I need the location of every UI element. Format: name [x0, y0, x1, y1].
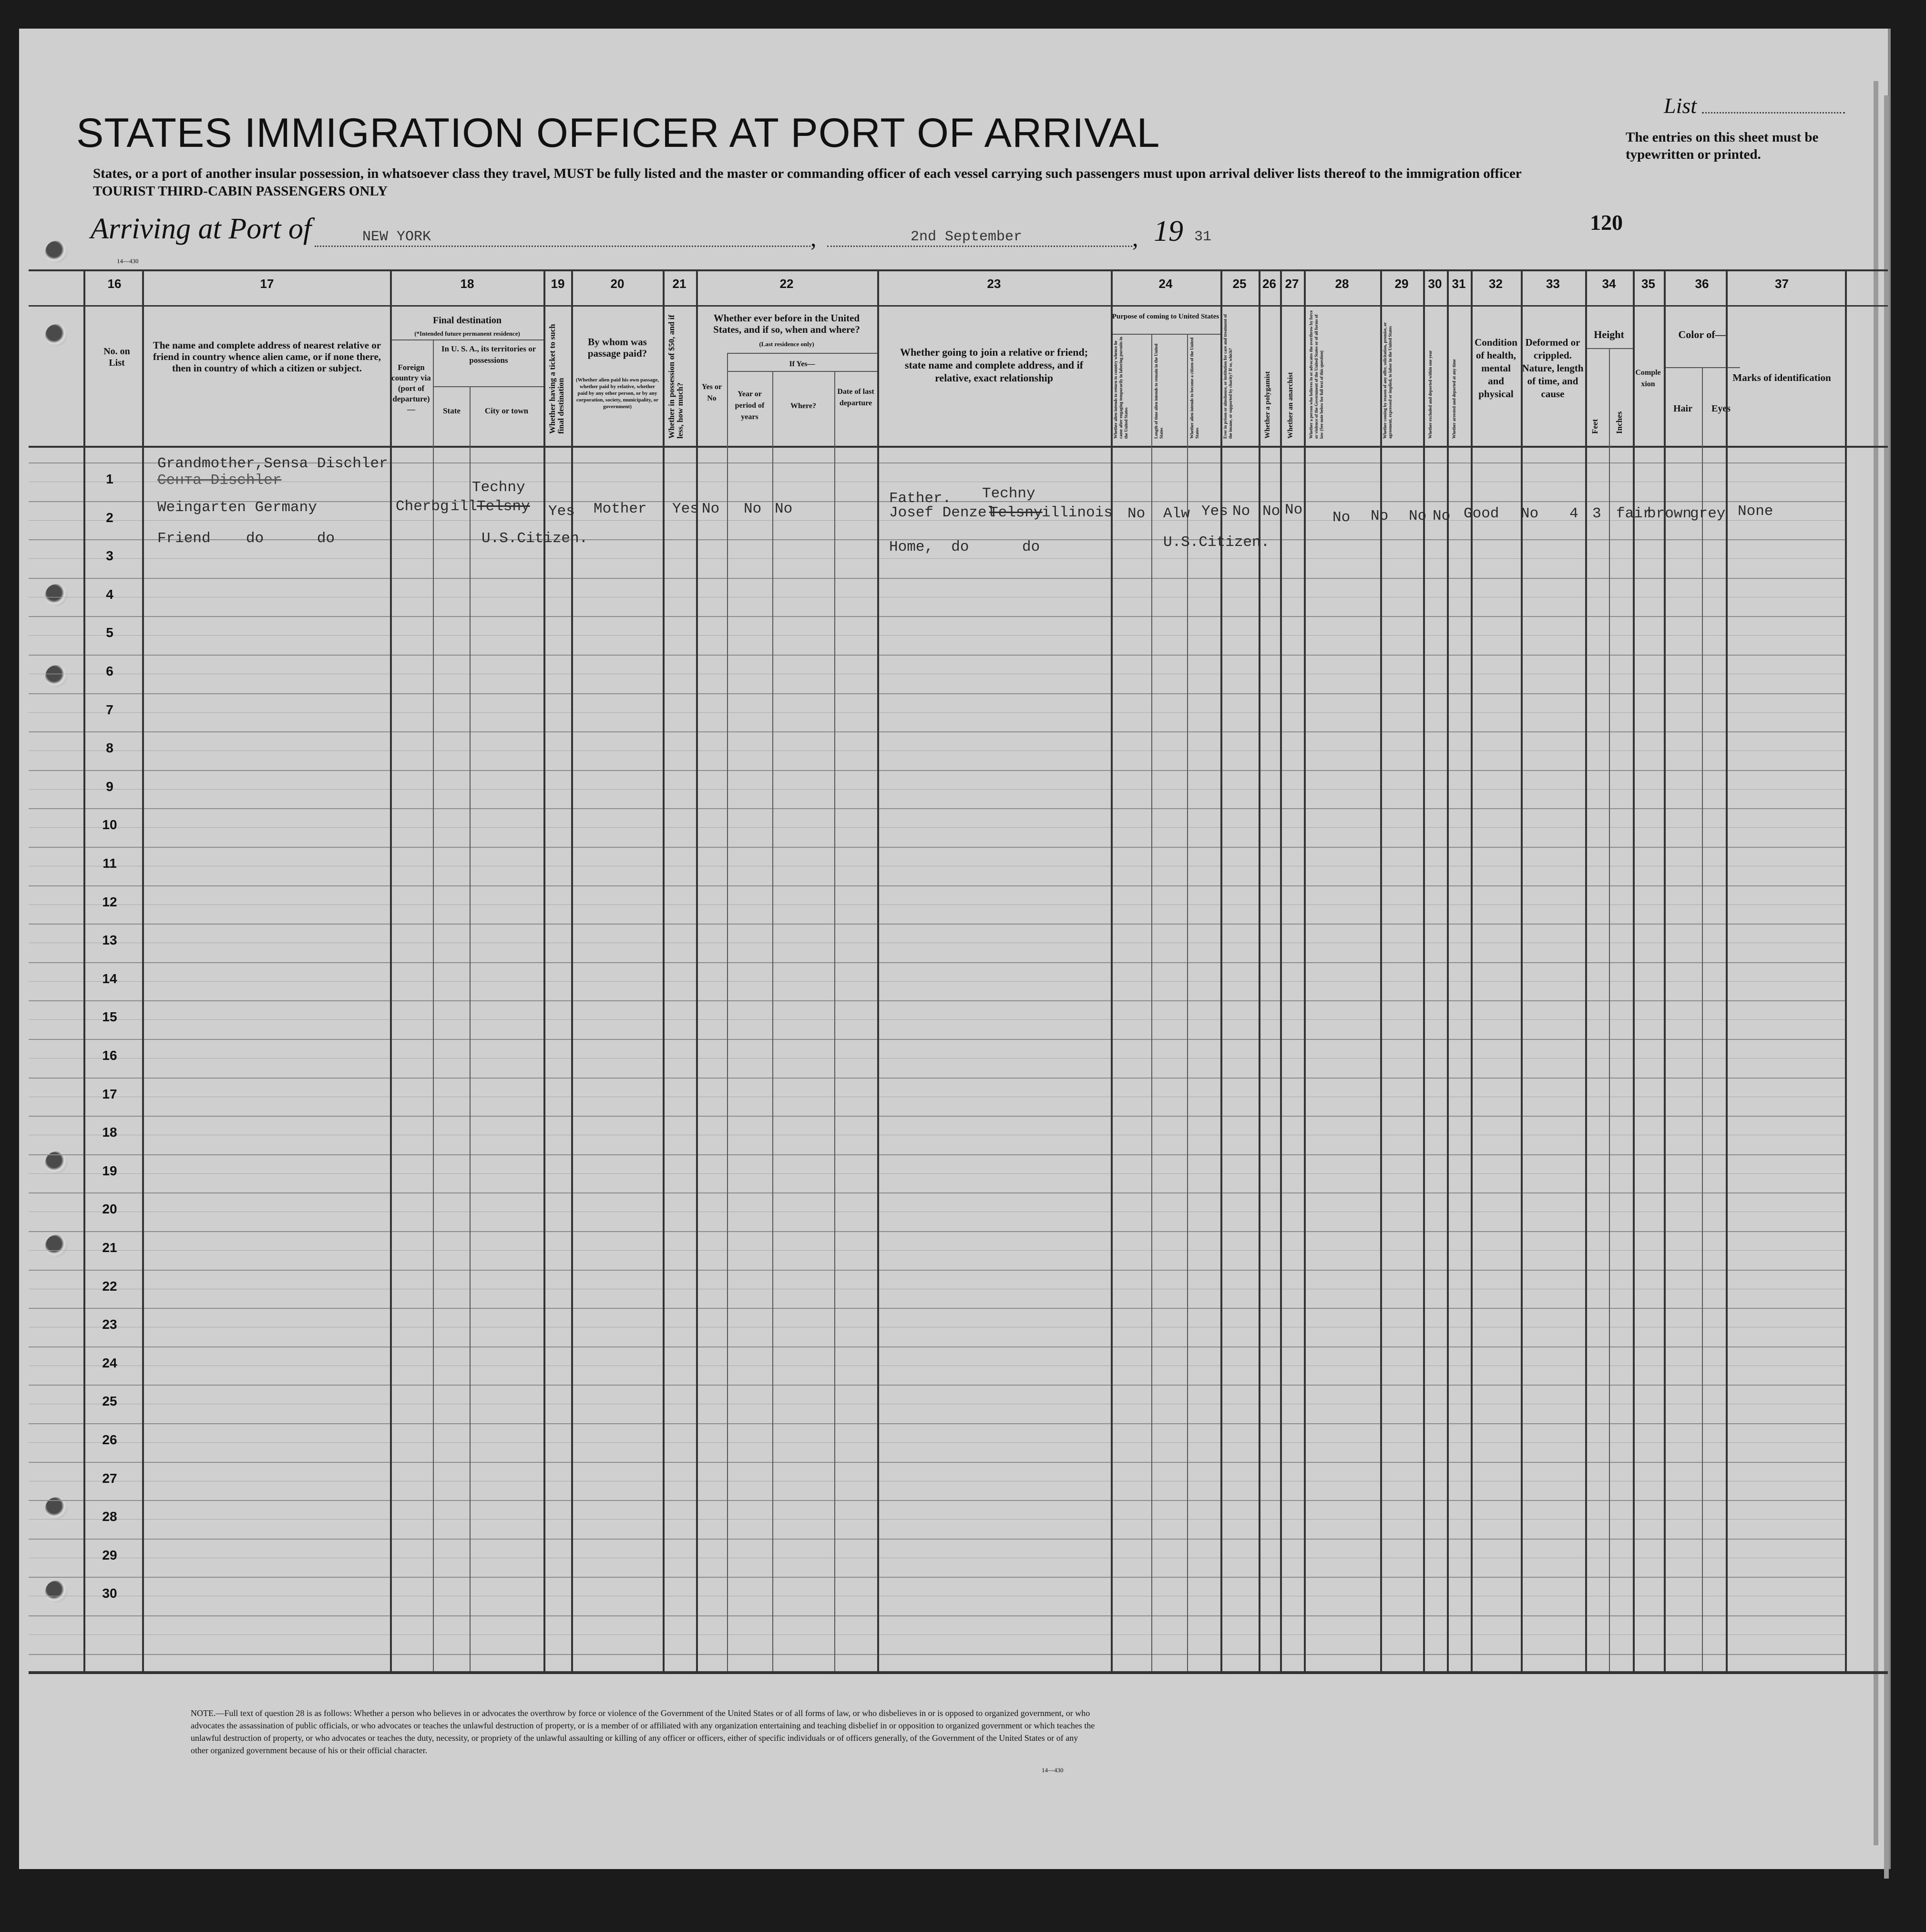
row-line: [29, 731, 1845, 732]
col-22-note: (Last residence only): [759, 340, 814, 348]
row-line: [29, 616, 1845, 617]
col-25-header: Ever in prison or almshouse, or institution for care and treatment of the insane, or supported by charity? If so, which?: [1223, 314, 1233, 439]
row-number: 28: [102, 1509, 117, 1524]
col-24a-header: Whether alien intends to return to country whence he came after engaging temporarily in laboring pursuits in the United States: [1113, 337, 1128, 439]
r2-destination: U.S.Citizen.: [482, 530, 588, 547]
col-number-25: 25: [1232, 277, 1247, 291]
r1-before-where: No: [775, 501, 793, 517]
r1-ticket: Yes: [548, 503, 575, 520]
r1-join-line1: Father.: [889, 490, 952, 507]
row-subline: [29, 635, 1845, 636]
col-number-24: 24: [1158, 277, 1173, 291]
col-22-subrule: [727, 353, 877, 354]
row-line: [29, 1346, 1845, 1347]
col-divider: [1423, 269, 1425, 1671]
row-line: [29, 808, 1845, 809]
col-33-header: Deformed or crippled. Nature, length of time, and cause: [1522, 337, 1584, 400]
col-number-23: 23: [987, 277, 1001, 291]
page-subtitle: States, or a port of another insular possession, in whatsoever class they travel, MUST be fully listed and the master or commanding officer of each vessel carrying such passengers must upon arrival deliver lists thereof to the immigration officer: [93, 166, 1522, 181]
table-top-rule: [29, 269, 1888, 271]
comma: ,: [810, 225, 817, 251]
arriving-label: Arriving at Port of: [91, 213, 312, 245]
col-divider: [1471, 269, 1473, 1671]
row-number: 5: [106, 625, 113, 640]
col-22-ifyes-rule: [727, 371, 877, 372]
row-number: 19: [102, 1163, 117, 1178]
col-number-20: 20: [610, 277, 625, 291]
table-bottom-rule: [29, 1671, 1888, 1674]
r1-q29: No: [1371, 508, 1389, 524]
row-line: [29, 1577, 1845, 1578]
col-18-foreign: Foreign country via (port of departure)—: [391, 363, 431, 414]
r1-foreign-port: Cherbg: [396, 498, 449, 515]
col-22-years: Year or period of years: [735, 390, 765, 421]
row-number: 23: [102, 1317, 117, 1332]
col-20-title: By whom was passage paid?: [587, 336, 647, 359]
col-divider: [1447, 269, 1449, 1671]
row-line: [29, 1154, 1845, 1155]
row-number: 4: [106, 587, 113, 602]
col-divider: [543, 269, 545, 1671]
page-edge: [1874, 81, 1878, 1845]
row-number: 30: [102, 1586, 117, 1601]
row-number: 13: [102, 933, 117, 947]
col-divider: [1111, 269, 1113, 1671]
row-subline: [29, 1019, 1845, 1020]
r1-return: No: [1127, 505, 1146, 522]
col-divider: [1845, 269, 1847, 1671]
r1-eyes: grey: [1690, 505, 1726, 522]
col-divider: [1151, 334, 1152, 1671]
col-divider: [727, 353, 728, 1671]
col-divider: [1220, 269, 1222, 1671]
page-edge: [1884, 95, 1889, 1879]
col-divider: [1521, 269, 1523, 1671]
col-22-date: Date of last departure: [837, 388, 874, 407]
col-18-usa-rule: [434, 386, 543, 387]
row-subline: [29, 1250, 1845, 1251]
r1-paid-by: Mother: [594, 501, 647, 517]
row-subline: [29, 1634, 1845, 1635]
row-line: [29, 693, 1845, 694]
binder-hole: [45, 665, 67, 687]
col-divider: [390, 269, 392, 1671]
col-number-27: 27: [1285, 277, 1299, 291]
sheet-number: 120: [1590, 210, 1623, 235]
comma: ,: [1132, 225, 1138, 251]
row-number: 17: [102, 1087, 117, 1101]
col-divider: [1259, 269, 1260, 1671]
col-16-header: No. on List: [103, 346, 130, 368]
r1-feet: 4: [1569, 505, 1578, 522]
col-divider: [834, 371, 835, 1671]
row-number: 12: [102, 894, 117, 909]
row-number: 21: [102, 1240, 117, 1255]
row-number: 11: [102, 856, 117, 871]
header-number-rule: [29, 305, 1888, 307]
r1-hair: brown: [1647, 505, 1692, 522]
col-18-usa: In U. S. A., its territories or possessions: [441, 344, 536, 365]
r1-health: Good: [1464, 505, 1499, 522]
typewritten-notice: The entries on this sheet must be typewritten or printed.: [1626, 130, 1819, 162]
row-number: 6: [106, 664, 113, 678]
col-36-title: Color of—: [1678, 329, 1726, 340]
manifest-sheet: [19, 29, 1891, 1869]
col-36-eyes: Eyes: [1711, 403, 1731, 414]
row-line: [29, 1385, 1845, 1386]
r1-city-struck: Telsny: [477, 498, 530, 515]
row-line: [29, 1270, 1845, 1271]
r1-state: ill: [451, 498, 477, 515]
row-line: [29, 1308, 1845, 1309]
footer-note: NOTE.—Full text of question 28 is as follows: Whether a person who believes in or advocates the overthrow by force or violence of the Government of the United States or of all forms of law, or who disbelieves in or is opposed to organized government, or who advocates the assassination of public officials, or who advocates or teaches the unlawful destruction of property, or is a member of or affiliated with any organization entertaining and teaching disbelief in or opposition to organized government or which teaches the unlawful destruction of property, or who advocates or teaches the duty, necessity, or propriety of the unlawful assaulting or killing of any officer or officers, either of specific individuals or of officers generally, of the Government of the United States or of any other organized government because of his or their official character.: [191, 1708, 1095, 1755]
col-34-title: Height: [1594, 329, 1624, 340]
col-divider: [1633, 269, 1635, 1671]
col-32-header: Condition of health, mental and physical: [1475, 337, 1517, 400]
col-29-header: Whether coming by reason of any offer, solicitation, promise, or agreement, expressed or implied, to labor in the United States: [1383, 322, 1393, 439]
col-23-header: Whether going to join a relative or friend; state name and complete address, and if relative, exact relationship: [900, 346, 1088, 384]
r1-complexion: fair: [1616, 505, 1652, 522]
row-line: [29, 962, 1845, 963]
col-divider: [1609, 348, 1610, 1671]
binder-hole: [45, 1581, 67, 1603]
col-35-header: Complexion: [1635, 369, 1661, 388]
binder-hole: [45, 1235, 67, 1257]
r1-prison: No: [1232, 503, 1250, 520]
r1-relative-line1: Grandmother,Sensa Dischler: [157, 455, 388, 472]
row-number: 7: [106, 702, 113, 717]
port-line: [315, 246, 810, 247]
row-number: 24: [102, 1356, 117, 1370]
col-number-35: 35: [1641, 277, 1655, 291]
date-value: 2nd September: [911, 229, 1023, 245]
row-line: [29, 1654, 1845, 1655]
binder-hole: [45, 584, 67, 606]
col-number-36: 36: [1695, 277, 1709, 291]
r1-before-yesno: No: [702, 501, 720, 517]
row-line: [29, 1615, 1845, 1616]
row-number: 8: [106, 740, 113, 755]
row-number: 27: [102, 1471, 117, 1486]
row-subline: [29, 712, 1845, 713]
row-subline: [29, 558, 1845, 559]
col-22-where: Where?: [790, 402, 816, 410]
binder-hole: [45, 241, 67, 263]
row-line: [29, 847, 1845, 848]
form-code: 14—430: [117, 257, 139, 265]
col-24b-header: Length of time alien intends to remain in the United States: [1154, 343, 1164, 439]
r1-inches: 3: [1592, 505, 1601, 522]
col-18-title: Final destination: [433, 315, 502, 326]
r1-polygamist: No: [1262, 503, 1281, 520]
col-number-18: 18: [460, 277, 474, 291]
r1-length: Alw: [1163, 505, 1190, 522]
col-number-30: 30: [1428, 277, 1442, 291]
r2-join: Home, do do: [889, 539, 1040, 555]
col-17-header: The name and complete address of nearest relative or friend in country whence alien came, or if none there, then in country of which a citizen or subject.: [153, 339, 381, 374]
year-prefix: 19: [1154, 215, 1183, 247]
col-number-21: 21: [672, 277, 686, 291]
r1-join-city-top: Techny: [982, 485, 1035, 502]
col-divider: [470, 386, 471, 1671]
col-24-title: Purpose of coming to United States: [1112, 313, 1219, 320]
col-divider: [1585, 269, 1587, 1671]
col-divider: [1726, 269, 1728, 1671]
col-divider: [1702, 367, 1703, 1671]
col-31-header: Whether arrested and deported at any time: [1452, 359, 1456, 439]
col-37-header: Marks of identification: [1732, 372, 1831, 383]
col-24-subrule: [1111, 334, 1220, 335]
row-line: [29, 1116, 1845, 1117]
col-number-29: 29: [1394, 277, 1409, 291]
page-title: STATES IMMIGRATION OFFICER AT PORT OF ARRIVAL: [76, 110, 1160, 156]
row-line: [29, 885, 1845, 886]
row-number: 18: [102, 1125, 117, 1140]
row-number: 14: [102, 971, 117, 986]
row-number: 1: [106, 472, 113, 486]
col-21-header: Whether in possession of $50, and if less, how much?: [667, 315, 685, 439]
col-divider: [571, 269, 573, 1671]
row-subline: [29, 981, 1845, 982]
row-number: 26: [102, 1432, 117, 1447]
col-number-31: 31: [1452, 277, 1466, 291]
date-line: [827, 246, 1132, 247]
col-divider: [1380, 269, 1382, 1671]
col-22-ifyes: If Yes—: [789, 360, 815, 368]
col-18-state: State: [443, 406, 461, 415]
r1-before-years: No: [744, 501, 762, 517]
col-20-note: (Whether alien paid his own passage, whether paid by relative, whether paid by any other person, or by any corporation, society, municipality, or government): [576, 377, 659, 410]
r1-city-top: Techny: [472, 479, 525, 496]
r1-join-line2a: Josef Denzel: [889, 504, 996, 521]
r2-relative: Friend do do: [157, 530, 335, 547]
col-divider: [142, 269, 144, 1671]
r2-citizen: U.S.Citizen.: [1163, 534, 1270, 551]
col-number-34: 34: [1602, 277, 1616, 291]
col-divider: [772, 371, 773, 1671]
col-number-22: 22: [779, 277, 794, 291]
row-subline: [29, 827, 1845, 828]
row-number: 22: [102, 1279, 117, 1294]
row-subline: [29, 1173, 1845, 1174]
row-line: [29, 1500, 1845, 1501]
col-19-header: Whether having a ticket to such final destination: [548, 324, 565, 434]
r1-join-struck: Telsny: [989, 504, 1043, 521]
row-line: [29, 655, 1845, 656]
row-line: [29, 1000, 1845, 1001]
row-number: 25: [102, 1394, 117, 1408]
col-30-header: Whether excluded and deported within one year: [1428, 350, 1433, 439]
col-number-37: 37: [1775, 277, 1789, 291]
list-label: List: [1664, 93, 1697, 118]
col-28-header: Whether a person who believes in or advocates the overthrow by force or violence of the Government of the United States or of all forms of law (See note below for full text of this question): [1309, 310, 1324, 439]
r1-q28: No: [1332, 509, 1351, 526]
col-number-33: 33: [1546, 277, 1560, 291]
row-line: [29, 1539, 1845, 1540]
row-line: [29, 1039, 1845, 1040]
col-divider: [1304, 269, 1306, 1671]
col-18-city: City or town: [484, 406, 529, 415]
row-line: [29, 1231, 1845, 1232]
row-line: [29, 1423, 1845, 1424]
col-18-subrule: [391, 339, 543, 340]
row-subline: [29, 1519, 1845, 1520]
col-divider: [877, 269, 879, 1671]
class-line: TOURIST THIRD-CABIN PASSENGERS ONLY: [93, 184, 388, 199]
row-subline: [29, 1442, 1845, 1443]
row-subline: [29, 904, 1845, 905]
row-line: [29, 578, 1845, 579]
row-line: [29, 1078, 1845, 1079]
col-number-19: 19: [551, 277, 565, 291]
footer-form-code: 14—430: [1042, 1767, 1064, 1774]
r1-q31: No: [1433, 508, 1451, 524]
col-divider: [1664, 269, 1666, 1671]
row-number: 2: [106, 510, 113, 525]
port-value: NEW YORK: [362, 229, 431, 245]
r1-anarchist: No: [1285, 502, 1303, 518]
row-subline: [29, 789, 1845, 790]
list-number-line: [1702, 112, 1845, 113]
row-number: 20: [102, 1202, 117, 1216]
row-number: 16: [102, 1048, 117, 1063]
row-line: [29, 1192, 1845, 1193]
col-18-note: (*Intended future permanent residence): [414, 330, 520, 337]
row-number: 3: [106, 548, 113, 563]
r1-deformed: No: [1521, 505, 1539, 522]
col-number-26: 26: [1262, 277, 1276, 291]
col-22-title: Whether ever before in the United States, and if so, when and where?: [713, 312, 860, 335]
col-divider: [696, 269, 698, 1671]
col-number-32: 32: [1489, 277, 1503, 291]
row-number: 9: [106, 779, 113, 794]
col-divider: [1280, 269, 1282, 1671]
row-number: 29: [102, 1548, 117, 1562]
col-divider: [663, 269, 665, 1671]
col-34-inches: Inches: [1615, 411, 1624, 434]
col-number-16: 16: [107, 277, 122, 291]
col-22-yesno: Yes or No: [701, 383, 722, 402]
row-number: 10: [102, 817, 117, 832]
col-36-hair: Hair: [1673, 403, 1692, 414]
col-27-header: Whether an anarchist: [1287, 372, 1294, 439]
row-number: 15: [102, 1009, 117, 1024]
col-26-header: Whether a polygamist: [1264, 371, 1271, 439]
r1-marks: None: [1738, 503, 1773, 520]
r1-join-line2b: illinois: [1042, 504, 1113, 521]
r1-q30: No: [1409, 508, 1427, 524]
row-line: [29, 770, 1845, 771]
binder-hole: [45, 324, 67, 346]
col-divider: [433, 339, 434, 1671]
col-24c-header: Whether alien intends to become a citizen of the United States: [1189, 337, 1199, 439]
row-line: [29, 1462, 1845, 1463]
r1-citizen: Yes: [1201, 503, 1228, 520]
col-number-28: 28: [1335, 277, 1349, 291]
row-line: [29, 924, 1845, 925]
r1-relative-struck: Cента Dischler: [157, 472, 282, 489]
col-34-feet: Feet: [1590, 419, 1599, 434]
r1-fifty: Yes: [672, 501, 699, 517]
col-number-17: 17: [260, 277, 274, 291]
row-subline: [29, 750, 1845, 751]
year-suffix: 31: [1194, 229, 1212, 245]
r1-relative-line2: Weingarten Germany: [157, 499, 317, 516]
